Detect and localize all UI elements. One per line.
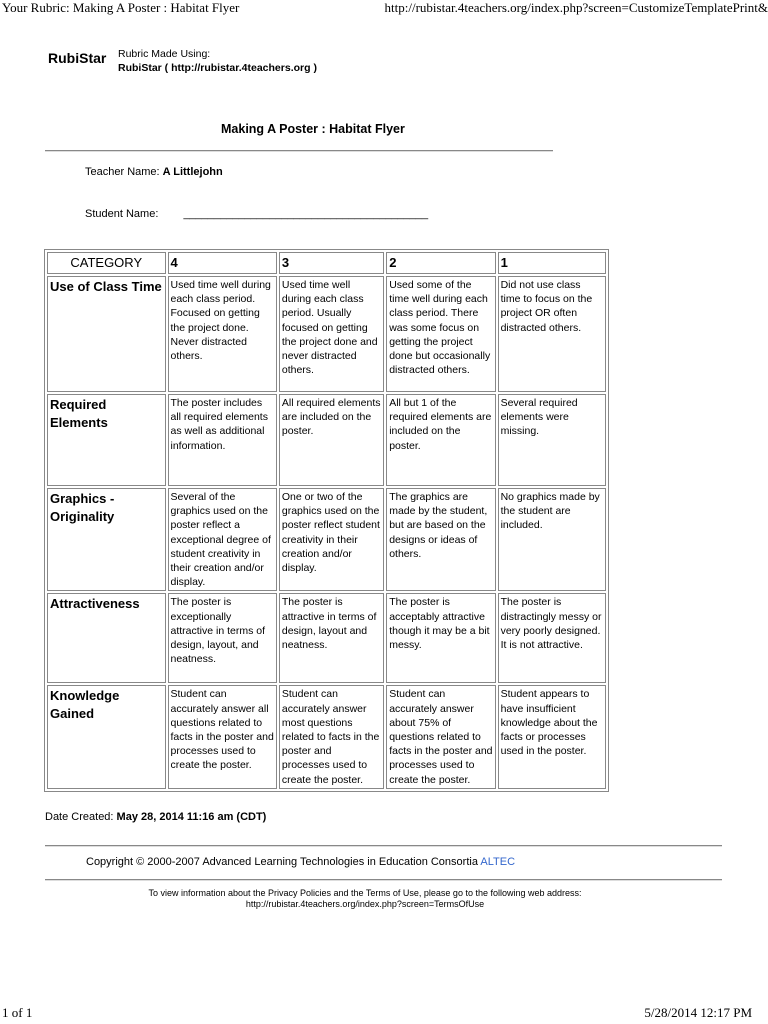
row-cell: The graphics are made by the student, but are based on the designs or ideas of others. <box>386 488 495 591</box>
teacher-line <box>85 166 223 178</box>
row-cell: Student can accurately answer about 75% of questions related to facts in the poster and processes used to create the poster. <box>386 685 495 788</box>
table-row <box>47 685 606 788</box>
student-line <box>85 208 428 220</box>
print-header-title: Your Rubric: Making A Poster : Habitat Flyer <box>2 0 240 15</box>
footer-divider-bottom <box>45 879 722 881</box>
table-row <box>47 394 606 486</box>
row-cell: Used some of the time well during each class period. There was some focus on getting the project done but occasionally distracted others. <box>386 276 495 392</box>
page-count: 1 of 1 <box>2 1005 33 1020</box>
row-cell: All but 1 of the required elements are included on the poster. <box>386 394 495 486</box>
row-cell: Used time well during each class period. Focused on getting the project done. Never distracted others. <box>168 276 277 392</box>
table-row <box>47 488 606 591</box>
row-cell: Student can accurately answer all questions related to facts in the poster and processes used to create the poster. <box>168 685 277 788</box>
header-category: CATEGORY <box>47 252 166 274</box>
row-category: Use of Class Time <box>47 276 166 392</box>
row-cell: The poster is distractingly messy or very poorly designed. It is not attractive. <box>498 593 606 683</box>
row-cell: No graphics made by the student are included. <box>498 488 606 591</box>
rubric-header-row <box>47 252 606 274</box>
row-category: Knowledge Gained <box>47 685 166 788</box>
footer-divider-top <box>45 845 722 847</box>
copyright-line <box>86 856 515 868</box>
print-timestamp: 5/28/2014 12:17 PM <box>644 1005 752 1020</box>
row-cell: All required elements are included on the poster. <box>279 394 384 486</box>
made-using-site: RubiStar ( http://rubistar.4teachers.org ) <box>118 62 317 74</box>
brand-name: RubiStar <box>48 50 107 66</box>
header-score-1: 1 <box>498 252 606 274</box>
row-cell: Used time well during each class period. Usually focused on getting the project done and never distracted others. <box>279 276 384 392</box>
header-score-4: 4 <box>168 252 277 274</box>
made-using-block <box>118 47 317 75</box>
row-cell: The poster includes all required elements as well as additional information. <box>168 394 277 486</box>
table-row <box>47 276 606 392</box>
table-row <box>47 593 606 683</box>
row-cell: Did not use class time to focus on the project OR often distracted others. <box>498 276 606 392</box>
date-created <box>45 811 266 823</box>
header-score-3: 3 <box>279 252 384 274</box>
row-category: Graphics - Originality <box>47 488 166 591</box>
row-cell: Several required elements were missing. <box>498 394 606 486</box>
teacher-label: Teacher Name: <box>85 166 160 178</box>
row-cell: The poster is attractive in terms of design, layout and neatness. <box>279 593 384 683</box>
row-category: Attractiveness <box>47 593 166 683</box>
terms-line-1: To view information about the Privacy Policies and the Terms of Use, please go to the following web address: <box>148 888 582 898</box>
page-title: Making A Poster : Habitat Flyer <box>221 122 405 136</box>
date-label: Date Created: <box>45 811 114 823</box>
student-name-blank: ________________________________________ <box>183 208 429 220</box>
row-cell: Student appears to have insufficient knowledge about the facts or processes used in the poster. <box>498 685 606 788</box>
row-cell: The poster is acceptably attractive though it may be a bit messy. <box>386 593 495 683</box>
made-using-label: Rubric Made Using: <box>118 48 211 60</box>
altec-link[interactable]: ALTEC <box>480 856 516 868</box>
copyright-text: Copyright © 2000-2007 Advanced Learning Technologies in Education Consortia <box>86 856 478 868</box>
row-cell: The poster is exceptionally attractive in terms of design, layout, and neatness. <box>168 593 277 683</box>
rubric-table <box>44 249 609 792</box>
teacher-name: A Littlejohn <box>162 166 223 178</box>
student-label: Student Name: <box>85 208 159 220</box>
date-value: May 28, 2014 11:16 am (CDT) <box>116 811 267 823</box>
terms-notice <box>110 888 620 910</box>
terms-url: http://rubistar.4teachers.org/index.php?screen=TermsOfUse <box>245 899 485 909</box>
row-cell: Several of the graphics used on the poster reflect a exceptional degree of student creativity in their creation and/or display. <box>168 488 277 591</box>
print-header-url: http://rubistar.4teachers.org/index.php?screen=CustomizeTemplatePrint& <box>384 0 768 15</box>
row-category: Required Elements <box>47 394 166 486</box>
row-cell: One or two of the graphics used on the poster reflect student creativity in their creation and/or display. <box>279 488 384 591</box>
header-score-2: 2 <box>386 252 495 274</box>
title-divider <box>45 150 553 152</box>
row-cell: Student can accurately answer most questions related to facts in the poster and processes used to create the poster. <box>279 685 384 788</box>
